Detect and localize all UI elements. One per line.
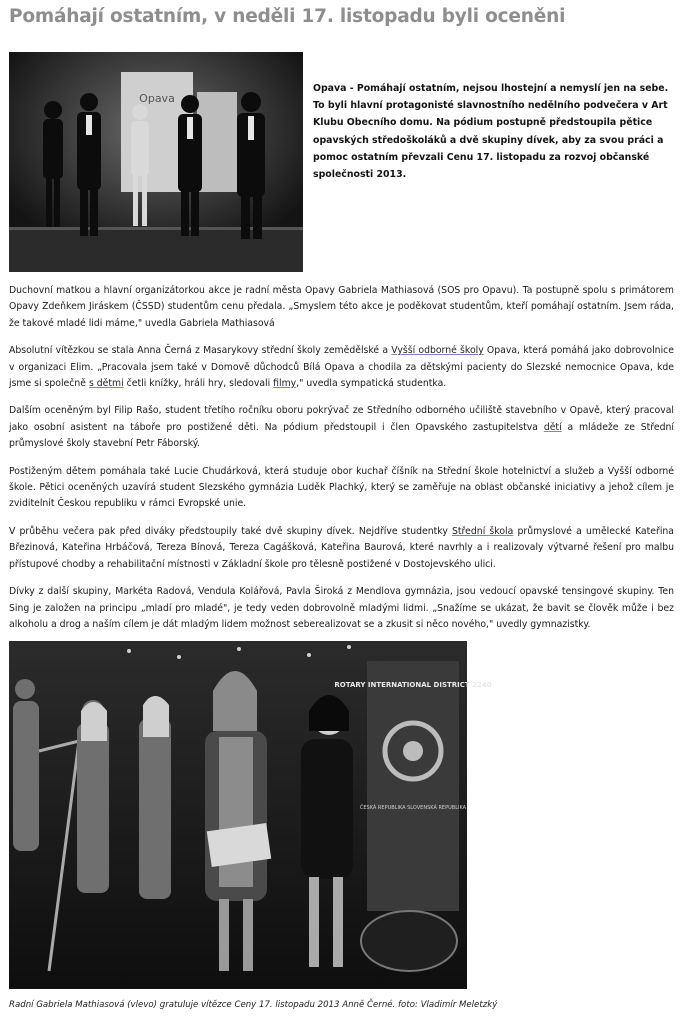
rotary-banner-sub: ČESKÁ REPUBLIKA SLOVENSKÁ REPUBLIKA bbox=[359, 805, 467, 811]
p2-text-b: Opava, která pomáhá jako dobrovolnice v organizaci Elim. „Pracovala jsem také v Domově důchodců Bílá Opava a chodila za dětskými pacienty do Slezské nemocnice Opava, kde jsme si společně bbox=[9, 345, 674, 390]
p5-text-b: průmyslové a umělecké Kateřina Březinová, Kateřina Hrbáčová, Tereza Bínová, Tereza Cagášková, Kateřina Baurová, které navrhly a i realizovaly výtvarné řešení pro malbu přístupové chodby a rehabilitační místnosti v Základní škole pro tělesně postižené v Dostojevského ulici. bbox=[9, 525, 674, 570]
award-group-photo bbox=[9, 52, 303, 272]
paragraph-5 bbox=[9, 524, 674, 573]
award-handover-photo bbox=[9, 641, 492, 989]
p5-text-a: V průběhu večera pak před diváky předstoupily také dvě skupiny dívek. Nejdříve studentky bbox=[9, 525, 453, 537]
p2-text-c: četli knížky, hráli hry, sledovali bbox=[123, 378, 274, 390]
p3-text-a: Dalším oceněným byl Filip Rašo, student třetího ročníku oboru pokrývač ze Středního odborného učiliště stavebního v Opavě, který pracoval jako osobní asistent na táboře pro postižené děti. Na pódium předstoupil i člen Opavského zastupitelstva bbox=[9, 405, 674, 433]
paragraph-6: Dívky z další skupiny, Markéta Radová, Vendula Kolářová, Pavla Široká z Mendlova gymnázia, jsou vedoucí opavské tensingové skupiny. Ten Sing je založen na principu „mladí pro mladé", je tedy veden dobrovolně mladými lidmi. „Snažíme se ukázat, že bavit se člověk může i bez alkoholu a drog a naším cílem je dát mladým lidem možnost seberealizovat se a zkusit si něco nového," uvedly gymnazistky. bbox=[9, 586, 674, 630]
rotary-banner-text: ROTARY INTERNATIONAL DISTRICT 2240 bbox=[334, 681, 492, 689]
p2-text-d: ," uvedla sympatická studentka. bbox=[296, 378, 447, 390]
paragraph-4: Postiženým dětem pomáhala také Lucie Chudárková, která studuje obor kuchař číšník na Střední škole hotelnictví a služeb a Vyšší odborné škole. Pětici oceněných uzavírá student Slezského gymnázia Luděk Plachký, který se zaměřuje na oblast občanské iniciativy a jehož cílem je zviditelnit Českou republiku v rámci Evropské unie. bbox=[9, 465, 674, 510]
link-stredni-skola[interactable]: Střední škola bbox=[452, 525, 514, 537]
link-s-detmi[interactable]: s dětmi bbox=[88, 378, 124, 390]
paragraph-3 bbox=[9, 403, 674, 452]
link-filmy[interactable]: filmy bbox=[273, 378, 297, 390]
paragraph-2 bbox=[9, 343, 674, 392]
p3-text-b: a mládeže ze Střední průmyslové školy stavební Petr Fáborský. bbox=[9, 421, 674, 450]
link-deti[interactable]: dětí bbox=[543, 421, 562, 433]
paragraph-1: Duchovní matkou a hlavní organizátorkou akce je radní města Opavy Gabriela Mathiasová (SOS pro Opavu). Ta postupně spolu s primátorem Opavy Zdeňkem Jiráskem (ČSSD) studentům cenu předala. „Smyslem této akce je poděkovat studentům, kteří pomáhají ostatním. Jsem ráda, že takové mladé lidi máme," uvedla Gabriela Mathiasová bbox=[9, 285, 674, 329]
top-banner-text: Opava bbox=[139, 92, 175, 105]
article-title: Pomáhají ostatním, v neděli 17. listopadu byli oceněni bbox=[9, 6, 566, 27]
p2-text-a: Absolutní vítězkou se stala Anna Černá z Masarykovy střední školy zemědělské a bbox=[9, 345, 392, 357]
article-lead: Opava - Pomáhají ostatním, nejsou lhostejní a nemyslí jen na sebe. To byli hlavní protagonisté slavnostního nedělního podvečera v Art Klubu Obecního domu. Na pódium postupně předstoupila pětice opavských středoškoláků a dvě skupiny dívek, aby za svou práci a pomoc ostatním převzali Cenu 17. listopadu za rozvoj občanské společnosti 2013. bbox=[313, 83, 669, 181]
photo-caption: Radní Gabriela Mathiasová (vlevo) gratuluje vítězce Ceny 17. listopadu 2013 Anně Černé. foto: Vladimír Meletzký bbox=[9, 1000, 498, 1010]
link-vyssi-odborne-skoly[interactable]: Vyšší odborné školy bbox=[391, 345, 484, 357]
article-body bbox=[9, 283, 674, 644]
